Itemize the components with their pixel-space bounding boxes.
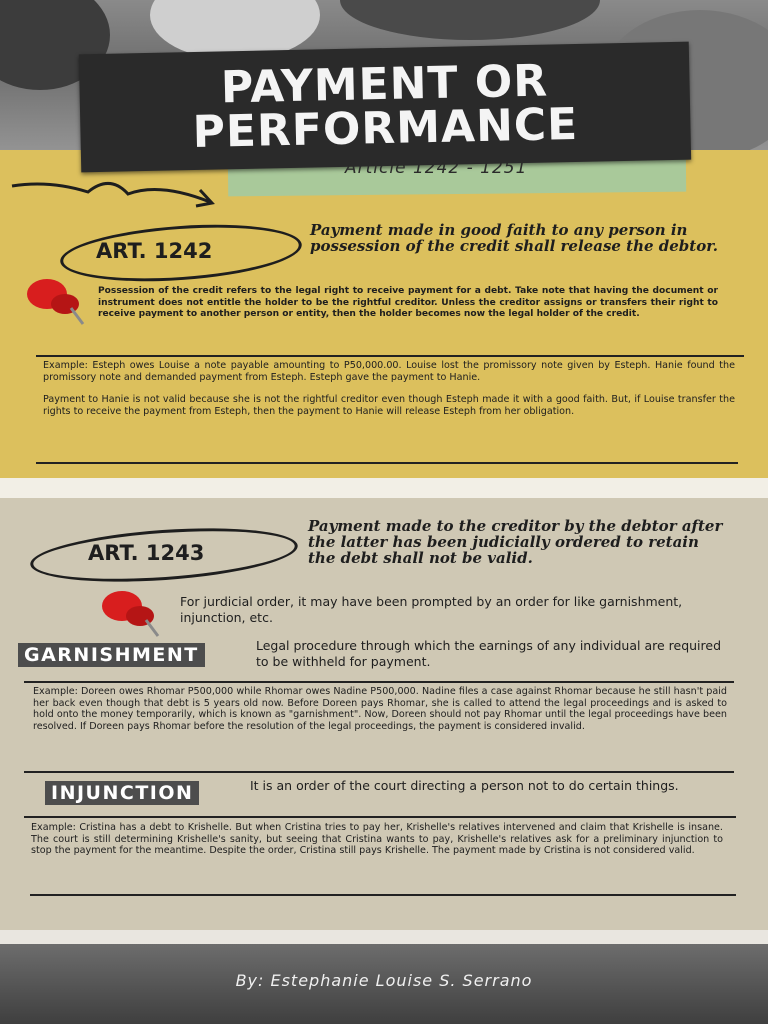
pushpin-icon [25, 274, 71, 314]
garnishment-tag: GARNISHMENT [18, 643, 205, 667]
author-credit: By: Estephanie Louise S. Serrano [235, 971, 533, 990]
title-line-1: PAYMENT OR [220, 55, 549, 114]
article-range: Article 1242 - 1251 [345, 158, 528, 178]
garnishment-example: Example: Doreen owes Rhomar P500,000 while Rhomar owes Nadine P500,000. Nadine files a case against Rhomar because he still hasn't paid her back even though that debt is 5 years old now. Before Doreen pays Rhomar, she is called to attend the legal proceedings and is asked to hold onto the money temporarily, which is known as "garnishment". Now, Doreen should not pay Rhomar until the legal proceedings have been resolved. If Doreen pays Rhomar before the resolution of the legal proceedings, the payment is considered invalid. [33, 686, 727, 733]
divider [24, 771, 734, 773]
injunction-definition: It is an order of the court directing a person not to do certain things. [250, 778, 679, 793]
injunction-tag: INJUNCTION [45, 781, 199, 805]
art-1243-label: ART. 1243 [88, 541, 205, 565]
art-1242-example [43, 360, 735, 418]
arrow-icon [10, 172, 240, 216]
divider [36, 355, 744, 357]
art-1242-explanation: Possession of the credit refers to the legal right to receive payment for a debt. Take note that having the document or instrument does not entitle the holder to be the rightful creditor. Unless the creditor assigns or transfers their right to receive payment to another person or entity, then the holder becomes now the legal holder of the credit. [98, 286, 718, 320]
garnishment-definition: Legal procedure through which the earnings of any individual are required to be withheld for payment. [256, 638, 722, 669]
divider [24, 681, 734, 683]
example-paragraph: Example: Esteph owes Louise a note payable amounting to P50,000.00. Louise lost the promissory note given by Esteph. Hanie found the promissory note and demanded payment from Esteph. Esteph gave the payment to Hanie. [43, 360, 735, 383]
divider [24, 816, 736, 818]
title-banner [79, 42, 691, 173]
divider [30, 894, 736, 896]
art-1242-label: ART. 1242 [96, 239, 213, 263]
art-1243-quote: Payment made to the creditor by the debtor after the latter has been judicially ordered to retain the debt shall not be valid. [308, 517, 723, 567]
example-paragraph: Payment to Hanie is not valid because she is not the rightful creditor even though Esteph made it with a good faith. But, if Louise transfer the rights to receive the payment from Esteph, then the payment to Hanie will release Esteph from her obligation. [43, 394, 735, 418]
pushpin-icon [100, 586, 146, 626]
art-1242-quote: Payment made in good faith to any person in possession of the credit shall release the debtor. [310, 221, 718, 255]
divider [36, 462, 738, 464]
injunction-example: Example: Cristina has a debt to Krishelle. But when Cristina tries to pay her, Krishelle's relatives intervened and claim that Krishelle is insane. The court is still determining Krishelle's sanity, but seeing that Cristina wants to pay, Krishelle's relatives ask for a preliminary injunction to stop the payment for the meantime. Despite the order, Cristina still pays Krishelle. The payment made by Cristina is not considered valid. [31, 822, 723, 857]
judicial-order-note: For jurdicial order, it may have been prompted by an order for like garnishment, injunction, etc. [180, 594, 683, 625]
title-line-2: PERFORMANCE [192, 98, 579, 159]
